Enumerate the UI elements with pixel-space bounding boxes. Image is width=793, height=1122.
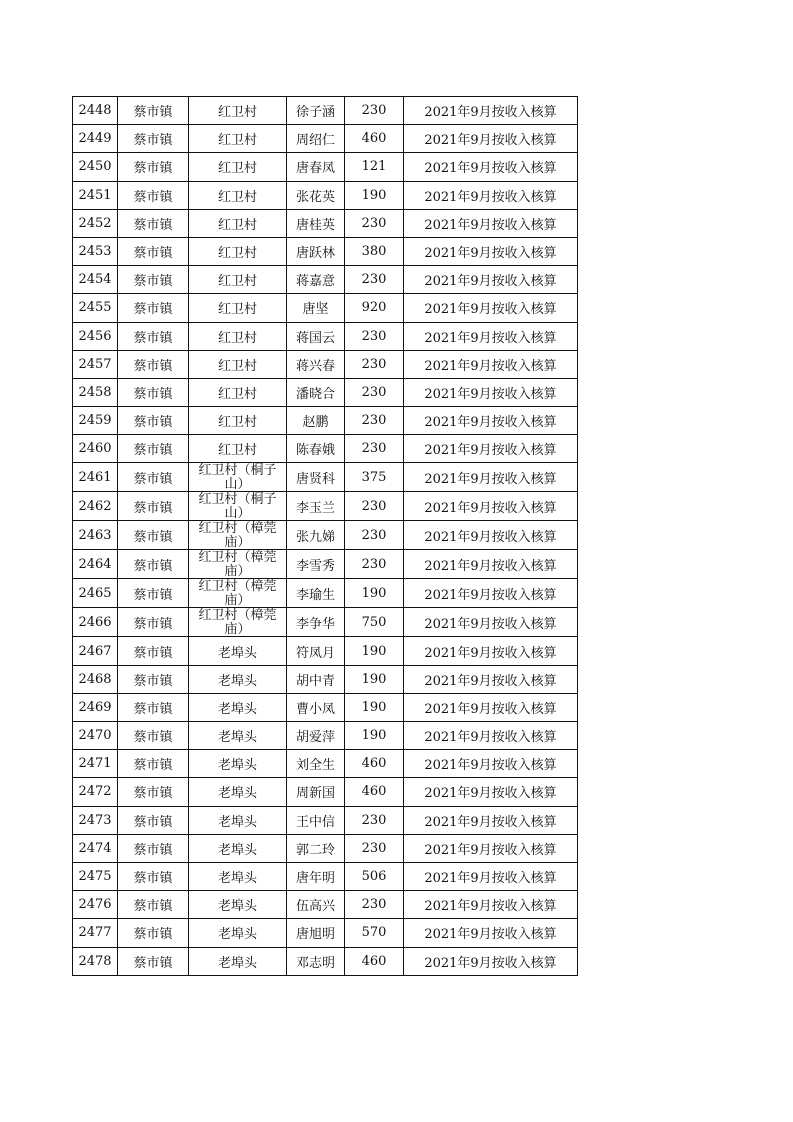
- note-cell: 2021年9月按收入核算: [404, 350, 578, 378]
- amount-cell: 750: [345, 608, 404, 637]
- amount-cell: 190: [345, 665, 404, 693]
- village-cell: 红卫村: [189, 407, 287, 435]
- name-cell: 张花英: [287, 181, 345, 209]
- row-number-cell: 2468: [73, 665, 118, 693]
- row-number-cell: 2472: [73, 778, 118, 806]
- name-cell: 曹小凤: [287, 693, 345, 721]
- row-number-cell: 2458: [73, 378, 118, 406]
- row-number-cell: 2478: [73, 947, 118, 975]
- amount-cell: 190: [345, 722, 404, 750]
- name-cell: 邓志明: [287, 947, 345, 975]
- village-cell: 红卫村: [189, 237, 287, 265]
- note-cell: 2021年9月按收入核算: [404, 378, 578, 406]
- table-row: [73, 608, 578, 637]
- row-number-cell: 2465: [73, 579, 118, 608]
- amount-cell: 230: [345, 492, 404, 521]
- amount-cell: 230: [345, 209, 404, 237]
- town-cell: 蔡市镇: [118, 750, 189, 778]
- name-cell: 李雪秀: [287, 550, 345, 579]
- name-cell: 唐年明: [287, 862, 345, 890]
- table-body: [73, 97, 578, 976]
- table-row: [73, 521, 578, 550]
- town-cell: 蔡市镇: [118, 209, 189, 237]
- amount-cell: 230: [345, 891, 404, 919]
- name-cell: 唐贤科: [287, 463, 345, 492]
- row-number-cell: 2473: [73, 806, 118, 834]
- town-cell: 蔡市镇: [118, 463, 189, 492]
- row-number-cell: 2449: [73, 125, 118, 153]
- town-cell: 蔡市镇: [118, 181, 189, 209]
- name-cell: 唐旭明: [287, 919, 345, 947]
- town-cell: 蔡市镇: [118, 153, 189, 181]
- note-cell: 2021年9月按收入核算: [404, 665, 578, 693]
- town-cell: 蔡市镇: [118, 125, 189, 153]
- name-cell: 蒋嘉意: [287, 266, 345, 294]
- note-cell: 2021年9月按收入核算: [404, 492, 578, 521]
- amount-cell: 230: [345, 350, 404, 378]
- town-cell: 蔡市镇: [118, 97, 189, 125]
- amount-cell: 570: [345, 919, 404, 947]
- amount-cell: 230: [345, 322, 404, 350]
- town-cell: 蔡市镇: [118, 637, 189, 665]
- village-cell: [189, 492, 287, 521]
- amount-cell: 190: [345, 579, 404, 608]
- table-row: [73, 378, 578, 406]
- amount-cell: 380: [345, 237, 404, 265]
- amount-cell: 230: [345, 521, 404, 550]
- village-cell: [189, 550, 287, 579]
- village-cell: 老埠头: [189, 806, 287, 834]
- row-number-cell: 2464: [73, 550, 118, 579]
- town-cell: 蔡市镇: [118, 435, 189, 463]
- table-row: [73, 947, 578, 975]
- table-row: [73, 97, 578, 125]
- village-cell: [189, 521, 287, 550]
- village-cell: 老埠头: [189, 637, 287, 665]
- data-table: [72, 96, 578, 976]
- amount-cell: 230: [345, 550, 404, 579]
- row-number-cell: 2457: [73, 350, 118, 378]
- village-text: 红卫村（樟莞庙）: [198, 550, 277, 579]
- town-cell: 蔡市镇: [118, 862, 189, 890]
- row-number-cell: 2470: [73, 722, 118, 750]
- table-row: [73, 153, 578, 181]
- village-cell: 老埠头: [189, 693, 287, 721]
- amount-cell: 230: [345, 806, 404, 834]
- town-cell: 蔡市镇: [118, 919, 189, 947]
- town-cell: 蔡市镇: [118, 947, 189, 975]
- row-number-cell: 2476: [73, 891, 118, 919]
- table-row: [73, 181, 578, 209]
- village-cell: 老埠头: [189, 750, 287, 778]
- village-cell: 老埠头: [189, 778, 287, 806]
- table-row: [73, 722, 578, 750]
- row-number-cell: 2451: [73, 181, 118, 209]
- row-number-cell: 2469: [73, 693, 118, 721]
- note-cell: 2021年9月按收入核算: [404, 862, 578, 890]
- table-row: [73, 350, 578, 378]
- name-cell: 周绍仁: [287, 125, 345, 153]
- amount-cell: 190: [345, 693, 404, 721]
- name-cell: 李瑜生: [287, 579, 345, 608]
- village-cell: 红卫村: [189, 125, 287, 153]
- town-cell: 蔡市镇: [118, 521, 189, 550]
- table-row: [73, 750, 578, 778]
- name-cell: 陈春娥: [287, 435, 345, 463]
- town-cell: 蔡市镇: [118, 834, 189, 862]
- amount-cell: 121: [345, 153, 404, 181]
- row-number-cell: 2477: [73, 919, 118, 947]
- village-cell: 红卫村: [189, 294, 287, 322]
- name-cell: 蒋国云: [287, 322, 345, 350]
- village-cell: 老埠头: [189, 919, 287, 947]
- amount-cell: 230: [345, 378, 404, 406]
- note-cell: 2021年9月按收入核算: [404, 834, 578, 862]
- table-row: [73, 407, 578, 435]
- name-cell: 王中信: [287, 806, 345, 834]
- note-cell: 2021年9月按收入核算: [404, 237, 578, 265]
- town-cell: 蔡市镇: [118, 492, 189, 521]
- amount-cell: 375: [345, 463, 404, 492]
- table-row: [73, 693, 578, 721]
- village-cell: [189, 608, 287, 637]
- name-cell: 唐坚: [287, 294, 345, 322]
- name-cell: 刘全生: [287, 750, 345, 778]
- note-cell: 2021年9月按收入核算: [404, 550, 578, 579]
- name-cell: 唐桂英: [287, 209, 345, 237]
- village-cell: 红卫村: [189, 378, 287, 406]
- town-cell: 蔡市镇: [118, 294, 189, 322]
- village-cell: 红卫村: [189, 266, 287, 294]
- amount-cell: 920: [345, 294, 404, 322]
- table-row: [73, 550, 578, 579]
- note-cell: 2021年9月按收入核算: [404, 521, 578, 550]
- note-cell: 2021年9月按收入核算: [404, 266, 578, 294]
- village-cell: 老埠头: [189, 947, 287, 975]
- row-number-cell: 2456: [73, 322, 118, 350]
- town-cell: 蔡市镇: [118, 806, 189, 834]
- village-text: 红卫村（桐子山）: [198, 492, 277, 521]
- amount-cell: 506: [345, 862, 404, 890]
- table-row: [73, 665, 578, 693]
- amount-cell: 230: [345, 407, 404, 435]
- name-cell: 李争华: [287, 608, 345, 637]
- village-text: 红卫村（桐子山）: [198, 463, 277, 492]
- row-number-cell: 2466: [73, 608, 118, 637]
- table-row: [73, 125, 578, 153]
- name-cell: 唐春凤: [287, 153, 345, 181]
- note-cell: 2021年9月按收入核算: [404, 125, 578, 153]
- village-cell: 老埠头: [189, 891, 287, 919]
- town-cell: 蔡市镇: [118, 778, 189, 806]
- note-cell: 2021年9月按收入核算: [404, 919, 578, 947]
- note-cell: 2021年9月按收入核算: [404, 209, 578, 237]
- name-cell: 张九娣: [287, 521, 345, 550]
- village-cell: 红卫村: [189, 322, 287, 350]
- town-cell: 蔡市镇: [118, 322, 189, 350]
- note-cell: 2021年9月按收入核算: [404, 750, 578, 778]
- name-cell: 符凤月: [287, 637, 345, 665]
- note-cell: 2021年9月按收入核算: [404, 637, 578, 665]
- table-row: [73, 862, 578, 890]
- village-cell: 老埠头: [189, 722, 287, 750]
- note-cell: 2021年9月按收入核算: [404, 608, 578, 637]
- row-number-cell: 2462: [73, 492, 118, 521]
- note-cell: 2021年9月按收入核算: [404, 947, 578, 975]
- name-cell: 周新国: [287, 778, 345, 806]
- village-cell: 老埠头: [189, 834, 287, 862]
- row-number-cell: 2453: [73, 237, 118, 265]
- village-text: 红卫村（樟莞庙）: [198, 608, 277, 637]
- name-cell: 胡爱萍: [287, 722, 345, 750]
- table-row: [73, 492, 578, 521]
- row-number-cell: 2448: [73, 97, 118, 125]
- table-row: [73, 463, 578, 492]
- note-cell: 2021年9月按收入核算: [404, 294, 578, 322]
- note-cell: 2021年9月按收入核算: [404, 435, 578, 463]
- name-cell: 郭二玲: [287, 834, 345, 862]
- amount-cell: 460: [345, 125, 404, 153]
- village-cell: 老埠头: [189, 862, 287, 890]
- town-cell: 蔡市镇: [118, 237, 189, 265]
- amount-cell: 190: [345, 637, 404, 665]
- note-cell: 2021年9月按收入核算: [404, 407, 578, 435]
- amount-cell: 230: [345, 834, 404, 862]
- table-row: [73, 435, 578, 463]
- name-cell: 徐子涵: [287, 97, 345, 125]
- amount-cell: 230: [345, 266, 404, 294]
- village-cell: 红卫村: [189, 209, 287, 237]
- village-cell: [189, 463, 287, 492]
- town-cell: 蔡市镇: [118, 693, 189, 721]
- name-cell: 伍高兴: [287, 891, 345, 919]
- table-row: [73, 778, 578, 806]
- village-cell: 红卫村: [189, 181, 287, 209]
- town-cell: 蔡市镇: [118, 579, 189, 608]
- table-row: [73, 237, 578, 265]
- table-row: [73, 891, 578, 919]
- town-cell: 蔡市镇: [118, 378, 189, 406]
- row-number-cell: 2455: [73, 294, 118, 322]
- note-cell: 2021年9月按收入核算: [404, 778, 578, 806]
- row-number-cell: 2463: [73, 521, 118, 550]
- row-number-cell: 2454: [73, 266, 118, 294]
- row-number-cell: 2471: [73, 750, 118, 778]
- table-row: [73, 294, 578, 322]
- row-number-cell: 2460: [73, 435, 118, 463]
- name-cell: 蒋兴春: [287, 350, 345, 378]
- table-row: [73, 637, 578, 665]
- amount-cell: 190: [345, 181, 404, 209]
- note-cell: 2021年9月按收入核算: [404, 463, 578, 492]
- town-cell: 蔡市镇: [118, 550, 189, 579]
- amount-cell: 460: [345, 750, 404, 778]
- name-cell: 胡中青: [287, 665, 345, 693]
- town-cell: 蔡市镇: [118, 407, 189, 435]
- table-row: [73, 806, 578, 834]
- amount-cell: 460: [345, 778, 404, 806]
- note-cell: 2021年9月按收入核算: [404, 891, 578, 919]
- note-cell: 2021年9月按收入核算: [404, 579, 578, 608]
- town-cell: 蔡市镇: [118, 722, 189, 750]
- table-row: [73, 209, 578, 237]
- row-number-cell: 2450: [73, 153, 118, 181]
- table-row: [73, 579, 578, 608]
- row-number-cell: 2467: [73, 637, 118, 665]
- amount-cell: 230: [345, 435, 404, 463]
- amount-cell: 230: [345, 97, 404, 125]
- name-cell: 赵鹏: [287, 407, 345, 435]
- village-cell: 红卫村: [189, 435, 287, 463]
- note-cell: 2021年9月按收入核算: [404, 722, 578, 750]
- row-number-cell: 2461: [73, 463, 118, 492]
- town-cell: 蔡市镇: [118, 608, 189, 637]
- amount-cell: 460: [345, 947, 404, 975]
- village-cell: [189, 579, 287, 608]
- village-text: 红卫村（樟莞庙）: [198, 579, 277, 608]
- town-cell: 蔡市镇: [118, 665, 189, 693]
- note-cell: 2021年9月按收入核算: [404, 693, 578, 721]
- row-number-cell: 2475: [73, 862, 118, 890]
- table-row: [73, 266, 578, 294]
- note-cell: 2021年9月按收入核算: [404, 181, 578, 209]
- town-cell: 蔡市镇: [118, 350, 189, 378]
- note-cell: 2021年9月按收入核算: [404, 322, 578, 350]
- town-cell: 蔡市镇: [118, 891, 189, 919]
- village-cell: 红卫村: [189, 153, 287, 181]
- row-number-cell: 2452: [73, 209, 118, 237]
- village-cell: 红卫村: [189, 97, 287, 125]
- village-text: 红卫村（樟莞庙）: [198, 521, 277, 550]
- name-cell: 李玉兰: [287, 492, 345, 521]
- table-row: [73, 834, 578, 862]
- name-cell: 潘晓合: [287, 378, 345, 406]
- note-cell: 2021年9月按收入核算: [404, 806, 578, 834]
- name-cell: 唐跃林: [287, 237, 345, 265]
- table-row: [73, 322, 578, 350]
- table-row: [73, 919, 578, 947]
- village-cell: 红卫村: [189, 350, 287, 378]
- note-cell: 2021年9月按收入核算: [404, 97, 578, 125]
- row-number-cell: 2459: [73, 407, 118, 435]
- row-number-cell: 2474: [73, 834, 118, 862]
- village-cell: 老埠头: [189, 665, 287, 693]
- town-cell: 蔡市镇: [118, 266, 189, 294]
- note-cell: 2021年9月按收入核算: [404, 153, 578, 181]
